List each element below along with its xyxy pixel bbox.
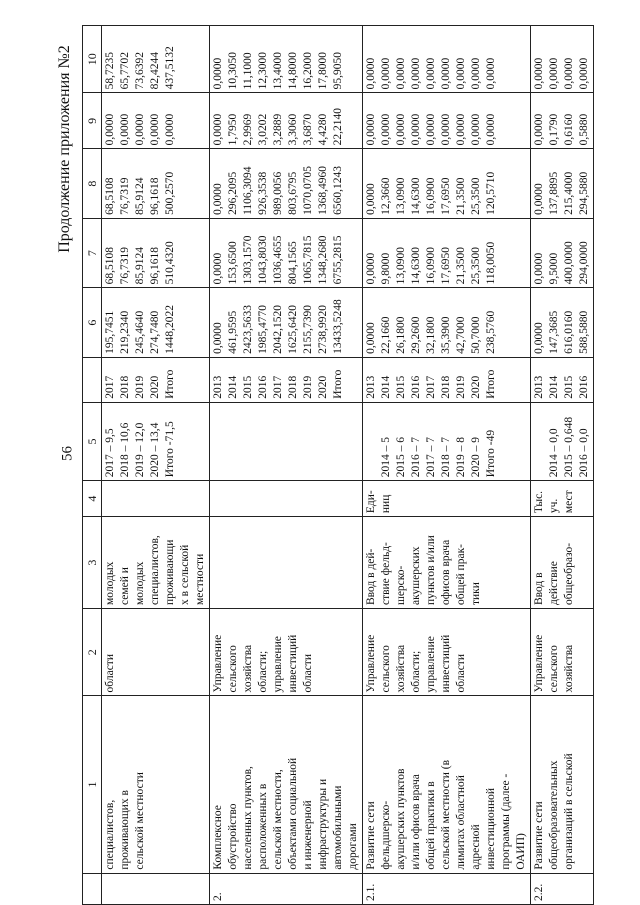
table-row [363, 26, 531, 905]
funding-col9: 0,0000 1,7950 2,9969 3,0202 3,2889 3,3060 3,6870 4,4280 22,2140 [210, 93, 363, 149]
header-cell: 7 [83, 218, 102, 288]
funding-col7: 68,5108 76,7319 85,9124 96,1618 510,4320 [102, 218, 210, 288]
header-cell: 5 [83, 402, 102, 480]
unit-of-measure: Тыс. уч. мест [531, 481, 594, 517]
funding-col9: 0,0000 0,0000 0,0000 0,0000 0,0000 0,0000 0,0000 0,0000 0,0000 [363, 93, 531, 149]
header-cell: 1 [83, 696, 102, 873]
program-table [82, 25, 594, 905]
years: 2013 2014 2015 2016 2017 2018 2019 2020 Итого [210, 357, 363, 402]
funding-col8: 0,0000 296,2095 1106,3094 926,3538 989,0056 803,6795 1070,0705 1368,4960 6560,1243 [210, 149, 363, 219]
unit-of-measure: Еди- ниц [363, 481, 531, 517]
funding-col10: 0,0000 10,3050 11,1000 12,3000 13,4000 14,8000 16,2000 17,8000 95,9050 [210, 26, 363, 93]
target-values: 2014 – 5 2015 – 6 2016 – 7 2017 – 7 2018 – 7 2019 – 8 2020 – 9 Итого -49 [363, 402, 531, 480]
page-number: 56 [59, 446, 76, 461]
responsible-executor: Управление сельского хозяйства области; управление инвестиций области [363, 609, 531, 696]
funding-col8: 68,5108 76,7319 85,9124 96,1618 500,2570 [102, 149, 210, 219]
funding-col9: 0,0000 0,1790 0,6160 0,5880 [531, 93, 594, 149]
funding-col9: 0,0000 0,0000 0,0000 0,0000 0,0000 [102, 93, 210, 149]
header-cell: 4 [83, 481, 102, 517]
row-number: 2.1. [363, 873, 531, 904]
funding-col7: 0,0000 9,8000 13,0900 14,6300 16,0900 17,6950 21,3500 25,3500 118,0050 [363, 218, 531, 288]
header-cell: 9 [83, 93, 102, 149]
measure-name: Развитие сети общеобразовательных организаций в сельской [531, 696, 594, 873]
indicator-name: Ввод в дей- ствие фельд- шерско- акушерских пунктов и/или офисов врача общей прак- тики [363, 517, 531, 609]
funding-total: 195,7451 219,2340 245,4640 274,7480 1448,2022 [102, 288, 210, 358]
funding-col8: 0,0000 137,8895 215,4000 294,5880 [531, 149, 594, 219]
years: 2013 2014 2015 2016 [531, 357, 594, 402]
responsible-executor: области [102, 609, 210, 696]
header-cell [83, 873, 102, 904]
indicator-name: Ввод в действие общеобразо- [531, 517, 594, 609]
funding-total: 0,0000 461,9595 2423,5633 1985,4770 2042,1520 1625,6420 2155,7390 2738,9920 13433,5248 [210, 288, 363, 358]
unit-of-measure [210, 481, 363, 517]
header-cell: 6 [83, 288, 102, 358]
years: 2013 2014 2015 2016 2017 2018 2019 2020 Итого [363, 357, 531, 402]
responsible-executor: Управление сельского хозяйства [531, 609, 594, 696]
funding-total: 0,0000 147,3685 616,0160 588,5880 [531, 288, 594, 358]
indicator-name: молодых семей и молодых специалистов, проживающи х в сельской местности [102, 517, 210, 609]
funding-col8: 0,0000 12,3660 13,0900 14,6300 16,0900 17,6950 21,3500 25,3500 120,5710 [363, 149, 531, 219]
header-cell [83, 357, 102, 402]
continuation-label: Продолжение приложения №2 [56, 45, 73, 253]
row-number: 2.2. [531, 873, 594, 904]
responsible-executor: Управление сельского хозяйства области; управление инвестиций области [210, 609, 363, 696]
table-row [102, 26, 210, 905]
header-cell: 2 [83, 609, 102, 696]
funding-total: 0,0000 22,1660 26,1800 29,2600 32,1800 35,3900 42,7000 50,7000 238,5760 [363, 288, 531, 358]
funding-col10: 0,0000 0,0000 0,0000 0,0000 0,0000 0,0000 0,0000 0,0000 0,0000 [363, 26, 531, 93]
table-row [210, 26, 363, 905]
measure-name: специалистов, проживающих в сельской местности [102, 696, 210, 873]
measure-name: Комплексное обустройство населенных пунктов, расположенных в сельской местности, объектами социальной и инженерной инфраструктуры и автомобильными дорогами [210, 696, 363, 873]
target-values: 2014 – 0,0 2015 – 0,648 2016 – 0,0 [531, 402, 594, 480]
years: 2017 2018 2019 2020 Итого [102, 357, 210, 402]
header-cell: 10 [83, 26, 102, 93]
funding-col7: 0,0000 9,5000 400,0000 294,0000 [531, 218, 594, 288]
unit-of-measure [102, 481, 210, 517]
row-number: 2. [210, 873, 363, 904]
funding-col7: 0,0000 153,6500 1303,1570 1043,8030 1036,4655 804,1565 1065,7815 1348,2680 6755,2815 [210, 218, 363, 288]
indicator-name [210, 517, 363, 609]
header-cell: 3 [83, 517, 102, 609]
funding-col10: 0,0000 0,0000 0,0000 0,0000 [531, 26, 594, 93]
funding-col10: 58,7235 65,7702 73,6392 82,4244 437,5132 [102, 26, 210, 93]
table-row [531, 26, 594, 905]
rotated-table-container [82, 25, 602, 905]
target-values: 2017 – 9,5 2018 – 10,6 2019 – 12,0 2020 – 13,4 Итого -71,5 [102, 402, 210, 480]
row-number [102, 873, 210, 904]
header-row [83, 26, 102, 905]
header-cell: 8 [83, 149, 102, 219]
measure-name: Развитие сети фельдшерско- акушерских пунктов и/или офисов врача общей практики в сельской местности (в лимитах областной адресной инвестиционной программы (далее - ОАИП) [363, 696, 531, 873]
target-values [210, 402, 363, 480]
